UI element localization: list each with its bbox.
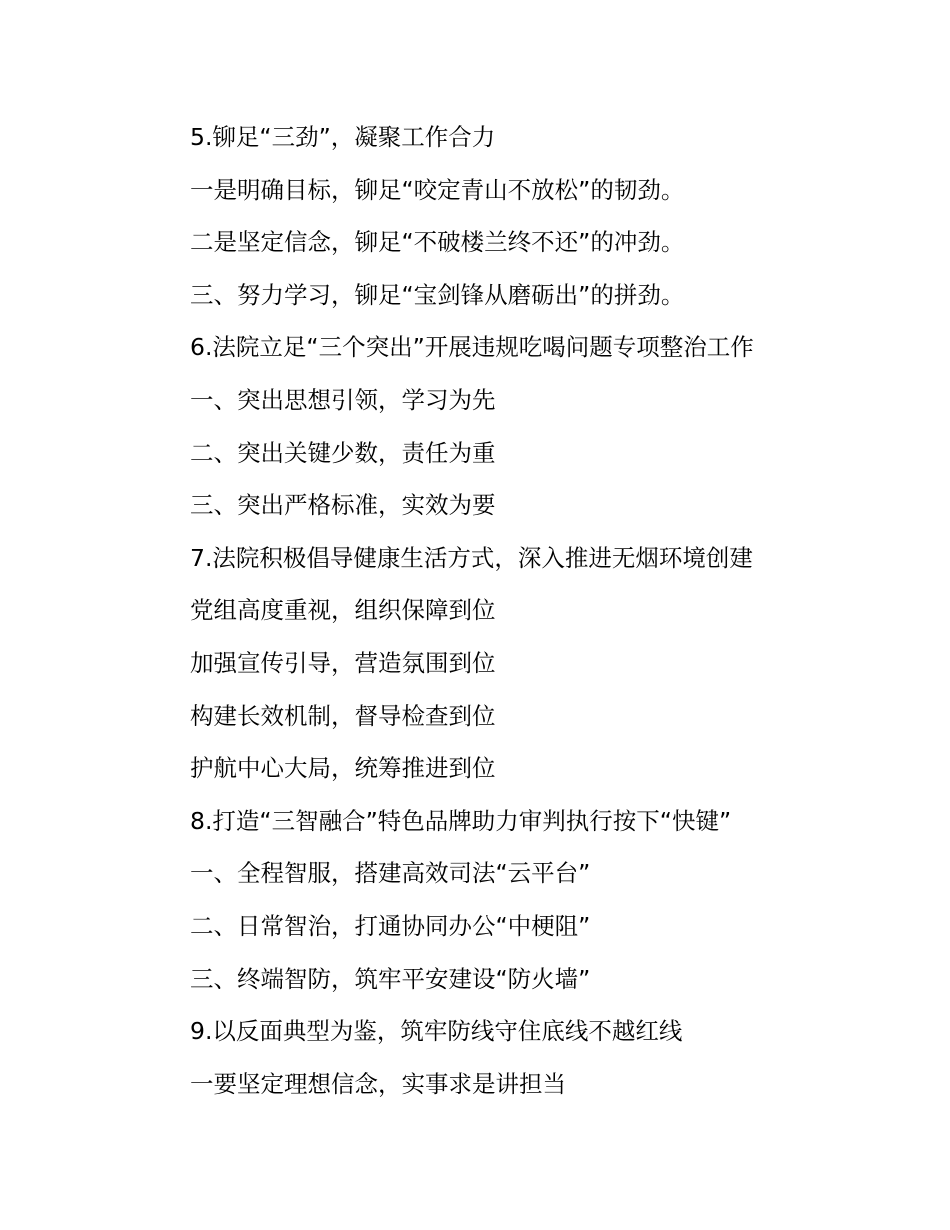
text-line: 一、突出思想引领，学习为先 [190, 385, 496, 414]
section-heading-6: 6.法院立足“三个突出”开展违规吃喝问题专项整治工作 [190, 333, 754, 362]
section-heading-8: 8.打造“三智融合”特色品牌助力审判执行按下“快键” [190, 806, 732, 835]
text-line: 二、日常智治，打通协同办公“中梗阻” [190, 911, 591, 940]
section-heading-5: 5.铆足“三劲”，凝聚工作合力 [190, 123, 496, 151]
text-line: 三、终端智防，筑牢平安建设“防火墙” [190, 964, 591, 993]
document-body [190, 117, 830, 1116]
section-heading-9: 9.以反面典型为鉴，筑牢防线守住底线不越红线 [190, 1017, 683, 1046]
text-line: 三、努力学习，铆足“宝剑锋从磨砺出”的拼劲。 [190, 280, 685, 309]
text-line: 一要坚定理想信念，实事求是讲担当 [190, 1069, 566, 1098]
text-line: 二是坚定信念，铆足“不破楼兰终不还”的冲劲。 [190, 228, 685, 257]
text-line: 二、突出关键少数，责任为重 [190, 438, 496, 467]
text-line: 三、突出严格标准，实效为要 [190, 491, 496, 520]
text-line: 护航中心大局，统筹推进到位 [190, 754, 496, 783]
section-heading-7: 7.法院积极倡导健康生活方式，深入推进无烟环境创建 [190, 543, 753, 572]
text-line: 一、全程智服，搭建高效司法“云平台” [190, 859, 591, 888]
text-line: 党组高度重视，组织保障到位 [190, 596, 496, 625]
text-line: 加强宣传引导，营造氛围到位 [190, 648, 496, 677]
text-line: 一是明确目标，铆足“咬定青山不放松”的韧劲。 [190, 175, 685, 204]
text-line: 构建长效机制，督导检查到位 [190, 701, 496, 730]
